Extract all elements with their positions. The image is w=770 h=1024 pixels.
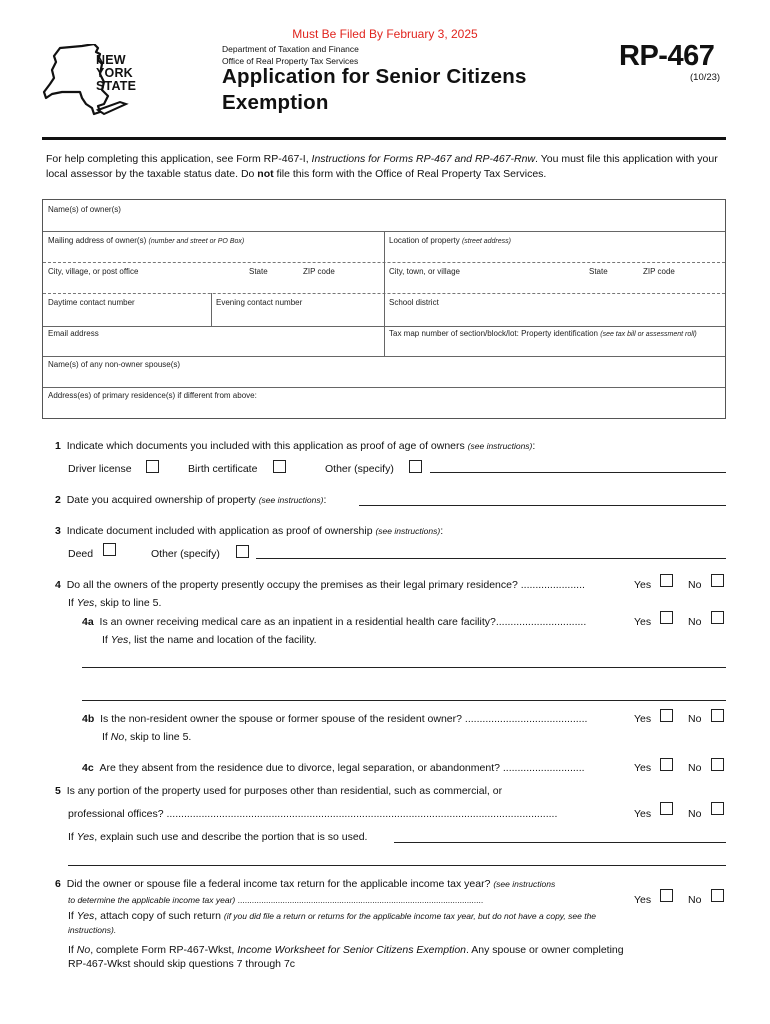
logo-line: STATE (96, 79, 137, 93)
question-5: 5 Is any portion of the property used for purposes other than residential, such as commercial, or (55, 785, 503, 797)
q6-no-label: No (688, 894, 702, 906)
email-input[interactable] (43, 339, 384, 356)
tax-map-input[interactable] (385, 339, 725, 356)
other-age-proof-checkbox[interactable] (409, 460, 422, 473)
q4-no-label: No (688, 579, 702, 591)
logo-line: YORK (96, 66, 133, 80)
property-location-input[interactable] (385, 246, 725, 262)
question-5-line-2: professional offices? ...................................................................................................................................... (68, 808, 558, 820)
city-town-label: City, town, or village (389, 267, 460, 276)
birth-certificate-label: Birth certificate (188, 463, 258, 475)
question-6: 6 Did the owner or spouse file a federal income tax return for the applicable income tax year? (see instructions (55, 878, 556, 890)
question-4: 4 Do all the owners of the property presently occupy the premises as their legal primary residence? ...................... (55, 579, 585, 591)
q4a-yes-checkbox[interactable] (660, 611, 673, 624)
nys-logo (42, 44, 160, 116)
intro-instructions-title: Instructions for Forms RP-467 and RP-467-Rnw (311, 153, 536, 165)
primary-residence-input[interactable] (43, 401, 725, 418)
deed-label: Deed (68, 548, 94, 560)
form-title (222, 64, 527, 116)
q4a-no-checkbox[interactable] (711, 611, 724, 624)
question-5-note: If Yes, explain such use and describe the portion that is so used. (68, 831, 368, 843)
other-ownership-proof-checkbox[interactable] (236, 545, 249, 558)
ownership-date-line[interactable] (359, 505, 726, 506)
question-4b: 4b Is the non-resident owner the spouse or former spouse of the resident owner? .......................................... (82, 713, 588, 725)
q5-yes-checkbox[interactable] (660, 802, 673, 815)
driver-license-checkbox[interactable] (146, 460, 159, 473)
facility-line-1[interactable] (82, 667, 726, 668)
intro-text: For help completing this application, see Form RP-467-I, (46, 153, 312, 165)
other-ownership-proof-label: Other (specify) (151, 548, 220, 560)
q4c-no-checkbox[interactable] (711, 758, 724, 771)
state-label-2: State (589, 267, 608, 276)
q4b-no-label: No (688, 713, 702, 725)
email-label: Email address (48, 329, 99, 338)
zip-label: ZIP code (303, 267, 335, 276)
question-1: 1 Indicate which documents you included with this application as proof of age of owners (see instructions): (55, 440, 536, 452)
q4-no-checkbox[interactable] (711, 574, 724, 587)
deed-checkbox[interactable] (103, 543, 116, 556)
logo-line: NEW (96, 53, 126, 67)
department-name: Department of Taxation and Finance (222, 44, 359, 54)
question-6-no-note: If No, complete Form RP-467-Wkst, Income Worksheet for Senior Citizens Exemption. Any spouse or owner completing (68, 944, 624, 956)
daytime-phone-input[interactable] (43, 308, 211, 326)
question-4a: 4a Is an owner receiving medical care as an inpatient in a residential health care facility?............................... (82, 616, 587, 628)
question-2: 2 Date you acquired ownership of property (see instructions): (55, 494, 327, 506)
spouse-name-label: Name(s) of any non-owner spouse(s) (48, 360, 181, 369)
school-district-label: School district (389, 298, 439, 307)
tax-map-label: Tax map number of section/block/lot: Property identification (see tax bill or assessment roll) (389, 329, 697, 338)
state-label: State (249, 267, 268, 276)
birth-certificate-checkbox[interactable] (273, 460, 286, 473)
other-age-proof-label: Other (specify) (325, 463, 394, 475)
city-post-input[interactable] (43, 277, 384, 293)
office-name: Office of Real Property Tax Services (222, 55, 359, 66)
logo-wordmark (96, 54, 136, 93)
question-4a-note: If Yes, list the name and location of the facility. (102, 634, 317, 646)
other-ownership-proof-specify-line[interactable] (256, 558, 726, 559)
property-location-label: Location of property (street address) (389, 236, 511, 245)
driver-license-label: Driver license (68, 463, 132, 475)
q4c-yes-checkbox[interactable] (660, 758, 673, 771)
owners-name-label: Name(s) of owner(s) (48, 205, 121, 214)
city-town-input[interactable] (385, 277, 725, 293)
q4-yes-label: Yes (634, 579, 652, 591)
question-4b-note: If No, skip to line 5. (102, 731, 192, 743)
q5-no-label: No (688, 808, 702, 820)
form-title-line: Application for Senior Citizens (222, 65, 527, 88)
school-district-input[interactable] (385, 308, 725, 326)
question-6-attach-note-2: instructions). (68, 925, 117, 935)
other-age-proof-specify-line[interactable] (430, 472, 726, 473)
question-6-line-2: to determine the applicable income tax year) ........................................................................................................ (68, 895, 484, 905)
q5-no-checkbox[interactable] (711, 802, 724, 815)
question-6-attach-note: If Yes, attach copy of such return (if you did file a return or returns for the applicable income tax year, but do not have a copy, see the (68, 910, 597, 922)
q6-no-checkbox[interactable] (711, 889, 724, 902)
evening-phone-label: Evening contact number (216, 298, 303, 307)
header-rule (42, 137, 726, 140)
facility-line-2[interactable] (82, 700, 726, 701)
owners-name-input[interactable] (43, 212, 725, 231)
use-explanation-line-2[interactable] (68, 865, 726, 866)
filing-deadline: Must Be Filed By February 3, 2025 (292, 27, 478, 41)
form-number: RP-467 (619, 40, 715, 72)
intro-paragraph (46, 152, 728, 181)
mailing-address-input[interactable] (43, 246, 384, 262)
intro-text: file this form with the Office of Real Property Tax Services. (273, 167, 547, 180)
intro-text: . You must file this application with your local assessor by the taxable status date. Do (46, 153, 718, 180)
use-explanation-line-1[interactable] (394, 842, 726, 843)
q4a-no-label: No (688, 616, 702, 628)
mailing-address-label: Mailing address of owner(s) (number and street or PO Box) (48, 236, 245, 245)
spouse-name-input[interactable] (43, 370, 725, 387)
city-post-label: City, village, or post office (48, 267, 139, 276)
intro-emphasis: not (257, 167, 274, 180)
form-revision: (10/23) (690, 72, 721, 83)
q4b-yes-checkbox[interactable] (660, 709, 673, 722)
question-4-note: If Yes, skip to line 5. (68, 597, 162, 609)
q4b-no-checkbox[interactable] (711, 709, 724, 722)
q4c-yes-label: Yes (634, 762, 652, 774)
q6-yes-checkbox[interactable] (660, 889, 673, 902)
form-title-line: Exemption (222, 91, 329, 114)
zip-label-2: ZIP code (643, 267, 675, 276)
daytime-phone-label: Daytime contact number (48, 298, 135, 307)
q4a-yes-label: Yes (634, 616, 652, 628)
evening-phone-input[interactable] (212, 308, 384, 326)
owner-information-grid (42, 199, 726, 419)
primary-residence-label: Address(es) of primary residence(s) if different from above: (48, 391, 257, 400)
q4b-yes-label: Yes (634, 713, 652, 725)
q5-yes-label: Yes (634, 808, 652, 820)
q6-yes-label: Yes (634, 894, 652, 906)
q4c-no-label: No (688, 762, 702, 774)
question-3: 3 Indicate document included with application as proof of ownership (see instructions): (55, 525, 444, 537)
q4-yes-checkbox[interactable] (660, 574, 673, 587)
question-6-no-note-2: RP-467-Wkst should skip questions 7 through 7c (68, 958, 296, 970)
question-4c: 4c Are they absent from the residence due to divorce, legal separation, or abandonment? ............................ (82, 762, 585, 774)
